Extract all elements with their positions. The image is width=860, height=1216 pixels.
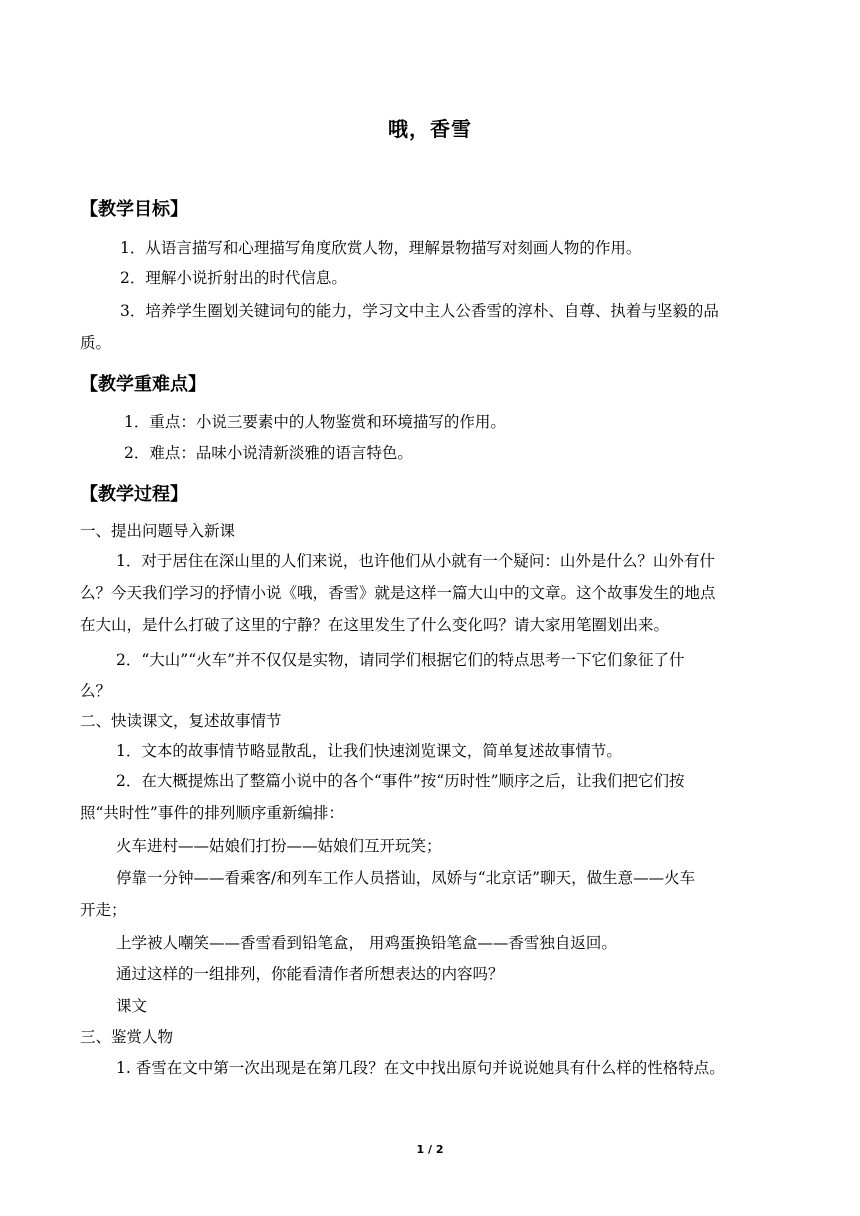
process-line: 上学被人嘲笑——香雪看到铅笔盒， 用鸡蛋换铅笔盒——香雪独自返回。 [116,934,617,952]
section-heading-process: 【教学过程】 [80,484,188,505]
process-line: 在大山，是什么打破了这里的宁静？在这里发生了什么变化吗？请大家用笔圈划出来。 [80,616,670,634]
process-line: 照“共时性”事件的排列顺序重新编排： [80,804,344,822]
key-point-line-1: 1．重点：小说三要素中的人物鉴赏和环境描写的作用。 [124,413,506,431]
page-number: 1 / 2 [416,1143,444,1156]
goal-line-4: 质。 [80,334,112,352]
process-line: 2．在大概提炼出了整篇小说中的各个“事件”按“历时性”顺序之后，让我们把它们按 [116,772,685,790]
key-point-line-2: 2．难点：品味小说清新淡雅的语言特色。 [124,444,413,462]
process-line: 1．对于居住在深山里的人们来说，也许他们从小就有一个疑问：山外是什么？山外有什 [116,552,715,570]
process-line: 通过这样的一组排列，你能看清作者所想表达的内容吗？ [116,965,504,983]
process-line: 停靠一分钟——看乘客/和列车工作人员搭讪，凤娇与“北京话”聊天，做生意——火车 [116,869,696,887]
process-line: 1. 香雪在文中第一次出现是在第几段？在文中找出原句并说说她具有什么样的性格特点。 [116,1059,725,1077]
goal-line-1: 1．从语言描写和心理描写角度欣赏人物，理解景物描写对刻画人物的作用。 [120,239,642,257]
process-subheading-1: 一、提出问题导入新课 [80,522,236,540]
process-line: 么？ [80,682,112,700]
process-line: 1．文本的故事情节略显散乱，让我们快速浏览课文，简单复述故事情节。 [116,742,622,760]
goal-line-2: 2．理解小说折射出的时代信息。 [120,269,347,287]
process-line: 开走； [80,901,127,919]
goal-line-3: 3．培养学生圈划关键词句的能力，学习文中主人公香雪的淳朴、自尊、执着与坚毅的品 [120,302,719,320]
process-line: 么？今天我们学习的抒情小说《哦，香雪》就是这样一篇大山中的文章。这个故事发生的地点 [80,584,716,602]
section-heading-goals: 【教学目标】 [80,199,188,220]
process-subheading-2: 二、快读课文，复述故事情节 [80,712,282,730]
process-line: 课文 [116,997,148,1015]
document-title: 哦，香雪 [388,117,472,141]
process-subheading-3: 三、鉴赏人物 [80,1028,174,1046]
process-line: 火车进村——姑娘们打扮——姑娘们互开玩笑； [116,837,442,855]
section-heading-key-points: 【教学重难点】 [80,374,206,395]
process-line: 2．“大山”“火车”并不仅仅是实物，请同学们根据它们的特点思考一下它们象征了什 [116,651,685,669]
